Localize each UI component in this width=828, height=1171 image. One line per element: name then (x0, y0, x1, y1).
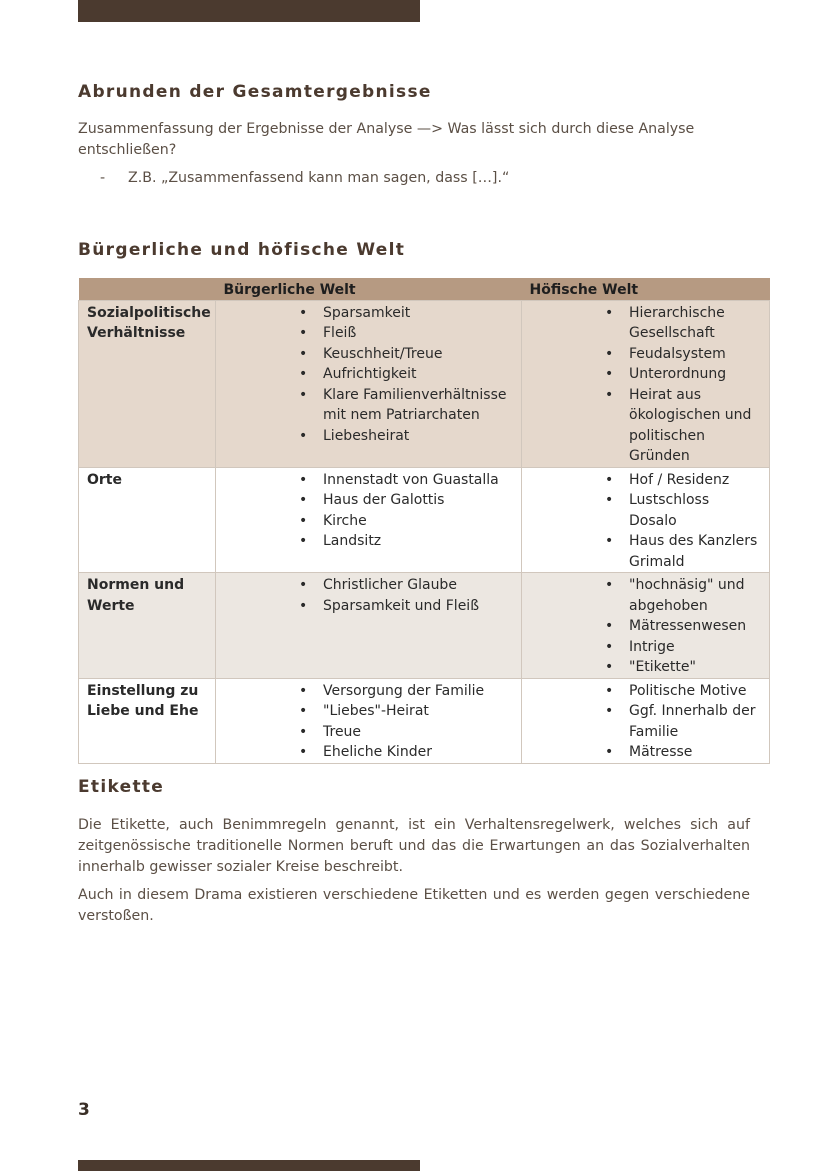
list-item: • Liebesheirat (323, 426, 513, 447)
bullet-list (629, 470, 761, 573)
example-list-item (100, 168, 740, 189)
bullet-list (629, 303, 761, 467)
table-row (79, 573, 770, 679)
list-item: • Lustschloss Dosalo (629, 490, 761, 531)
bottom-decorative-bar (78, 1160, 420, 1171)
table-header-hoefisch: Höfische Welt (522, 278, 770, 300)
list-item: • "Liebes"-Heirat (323, 701, 513, 722)
cell-hoefisch (522, 300, 770, 467)
section-heading-etikette: Etikette (78, 777, 165, 797)
list-dash: - (100, 170, 106, 186)
cell-hoefisch (522, 678, 770, 763)
list-item: • "hochnäsig" und abgehoben (629, 575, 761, 616)
list-item: • Christlicher Glaube (323, 575, 513, 596)
bullet-list (323, 303, 513, 447)
list-item: • Sparsamkeit und Fleiß (323, 596, 513, 617)
list-item: • Feudalsystem (629, 344, 761, 365)
list-item: • Sparsamkeit (323, 303, 513, 324)
list-item: • Heirat aus ökologischen und politischen Gründen (629, 385, 761, 467)
table-row (79, 678, 770, 763)
table-header-empty (79, 278, 216, 300)
bullet-list (629, 681, 761, 763)
list-item: • Klare Familienverhältnisse mit nem Patriarchaten (323, 385, 513, 426)
row-label: Orte (79, 467, 216, 573)
cell-buergerlich (216, 467, 522, 573)
cell-hoefisch (522, 573, 770, 679)
table-row (79, 300, 770, 467)
bullet-list (323, 470, 513, 552)
list-item: • Mätresse (629, 742, 761, 763)
page-number: 3 (78, 1100, 90, 1120)
list-item: • "Etikette" (629, 657, 761, 678)
list-item: • Eheliche Kinder (323, 742, 513, 763)
list-item: • Kirche (323, 511, 513, 532)
list-item: • Politische Motive (629, 681, 761, 702)
summary-paragraph: Zusammenfassung der Ergebnisse der Analyse —> Was lässt sich durch diese Analyse entschließen? (78, 121, 695, 158)
row-label: Normen und Werte (79, 573, 216, 679)
list-item: • Landsitz (323, 531, 513, 552)
example-text: Z.B. „Zusammenfassend kann man sagen, dass […].“ (128, 170, 510, 186)
list-item: • Innenstadt von Guastalla (323, 470, 513, 491)
cell-buergerlich (216, 573, 522, 679)
bullet-list (323, 575, 513, 616)
list-item: • Haus des Kanzlers Grimald (629, 531, 761, 572)
list-item: • Hierarchische Gesellschaft (629, 303, 761, 344)
table-header-buergerlich: Bürgerliche Welt (216, 278, 522, 300)
section-heading-abrunden: Abrunden der Gesamtergebnisse (78, 82, 432, 102)
etikette-paragraph-1: Die Etikette, auch Benimmregeln genannt, ist ein Verhaltensregelwerk, welches sich auf zeitgenössische traditionelle Normen beruft und das die Erwartungen an das Sozialverhalten innerhalb gewisser sozialer Kreise beschreibt. (78, 817, 750, 875)
top-decorative-bar (78, 0, 420, 22)
cell-hoefisch (522, 467, 770, 573)
cell-buergerlich (216, 678, 522, 763)
table-header-row (79, 278, 770, 300)
list-item: • Intrige (629, 637, 761, 658)
list-item: • Ggf. Innerhalb der Familie (629, 701, 761, 742)
list-item: • Hof / Residenz (629, 470, 761, 491)
list-item: • Haus der Galottis (323, 490, 513, 511)
list-item: • Treue (323, 722, 513, 743)
bullet-list (629, 575, 761, 678)
row-label: Sozialpolitische Verhältnisse (79, 300, 216, 467)
list-item: • Mätressenwesen (629, 616, 761, 637)
section-heading-welt: Bürgerliche und höfische Welt (78, 240, 406, 260)
row-label: Einstellung zu Liebe und Ehe (79, 678, 216, 763)
comparison-table (78, 278, 770, 764)
list-item: • Keuschheit/Treue (323, 344, 513, 365)
list-item: • Versorgung der Familie (323, 681, 513, 702)
list-item: • Unterordnung (629, 364, 761, 385)
cell-buergerlich (216, 300, 522, 467)
etikette-paragraph-2: Auch in diesem Drama existieren verschiedene Etiketten und es werden gegen verschiedene verstoßen. (78, 887, 750, 924)
list-item: • Aufrichtigkeit (323, 364, 513, 385)
bullet-list (323, 681, 513, 763)
table-row (79, 467, 770, 573)
list-item: • Fleiß (323, 323, 513, 344)
